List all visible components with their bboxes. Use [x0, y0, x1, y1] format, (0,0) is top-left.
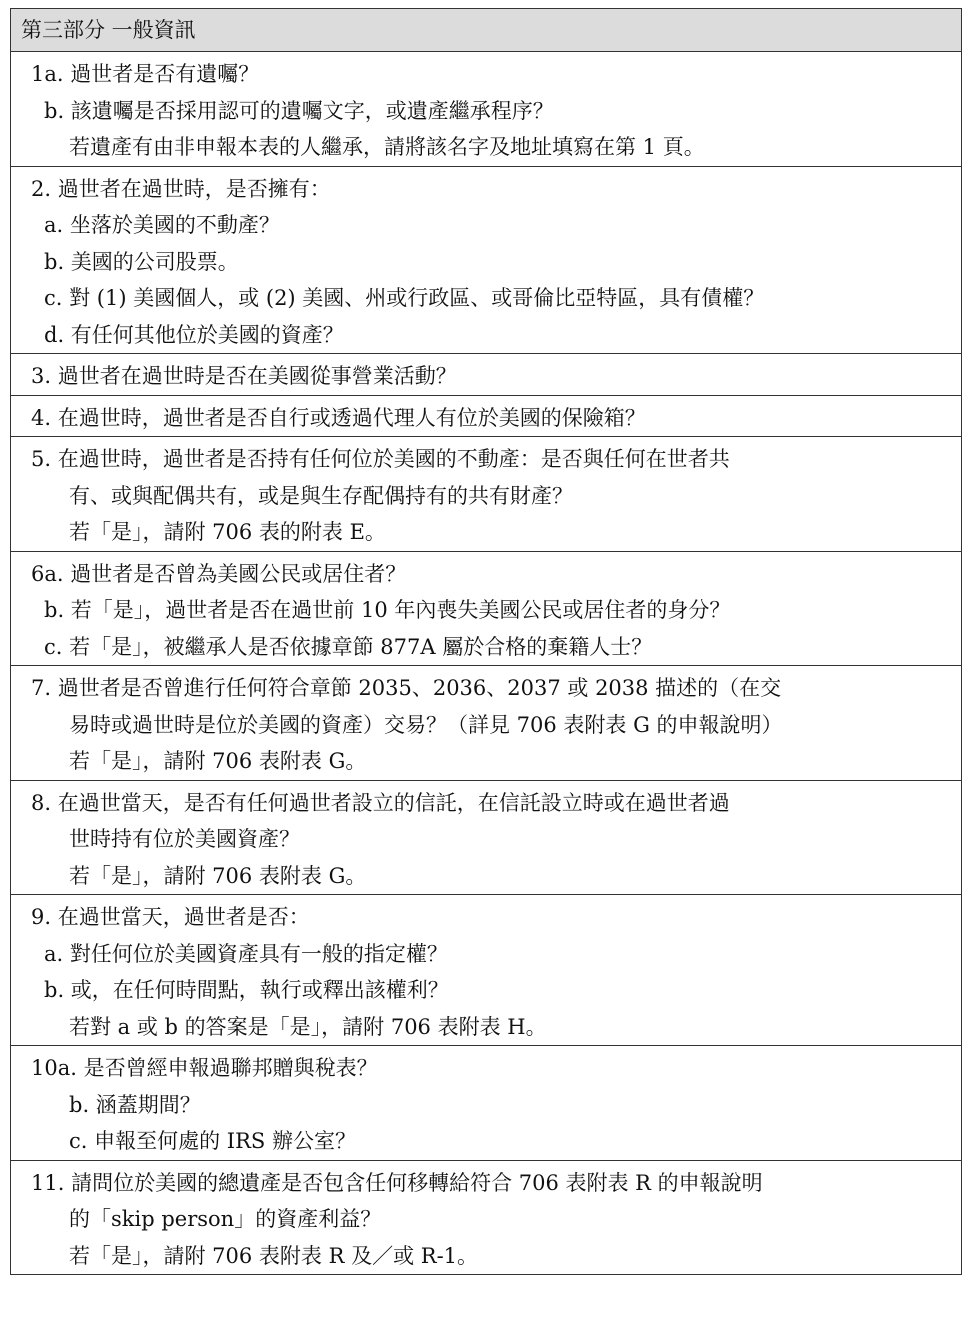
question-subline: 若「是」，請附 706 表附表 R 及／或 R-1。 [69, 1243, 479, 1268]
question-block [11, 781, 961, 896]
question-text: 2. 過世者在過世時，是否擁有： [31, 176, 331, 201]
question-block [11, 354, 961, 396]
question-block [11, 1161, 961, 1275]
question-subline: b. 或，在任何時間點，執行或釋出該權利？ [44, 978, 449, 1002]
question-subline: b. 該遺囑是否採用認可的遺囑文字，或遺產繼承程序？ [44, 98, 554, 123]
question-text: 6a. 過世者是否曾為美國公民或居住者？ [31, 561, 407, 586]
question-subline: 世時持有位於美國資產？ [69, 827, 300, 851]
question-text: 5. 在過世時，過世者是否持有任何位於美國的不動產：是否與任何在世者共 [31, 447, 730, 471]
question-subline: 易時或過世時是位於美國的資產）交易？（詳見 706 表附表 G 的申報說明） [69, 712, 783, 737]
question-text: 9. 在過世當天，過世者是否： [31, 905, 310, 929]
question-block [11, 666, 961, 781]
question-text: 4. 在過世時，過世者是否自行或透過代理人有位於美國的保險箱？ [31, 405, 646, 430]
question-text: 10a. 是否曾經申報過聯邦贈與稅表？ [31, 1056, 378, 1080]
question-subline: 若對 a 或 b 的答案是「是」，請附 706 表附表 H。 [69, 1014, 547, 1039]
question-subline: a. 坐落於美國的不動產？ [44, 213, 280, 237]
question-subline: 若遺產有由非申報本表的人繼承，請將該名字及地址填寫在第 1 頁。 [69, 135, 705, 159]
question-subline: b. 涵蓋期間？ [69, 1092, 201, 1117]
question-subline: 若「是」，請附 706 表的附表 E。 [69, 520, 386, 544]
question-block [11, 552, 961, 667]
section-header: 第三部分 一般資訊 [11, 9, 961, 52]
question-subline: a. 對任何位於美國資產具有一般的指定權？ [44, 941, 448, 966]
question-block [11, 396, 961, 438]
question-block [11, 52, 961, 167]
question-text: 3. 過世者在過世時是否在美國從事營業活動？ [31, 364, 457, 388]
question-subline: 若「是」，請附 706 表附表 G。 [69, 863, 367, 888]
question-subline: c. 對 (1) 美國個人，或 (2) 美國、州或行政區、或哥倫比亞特區，具有債權？ [44, 286, 765, 310]
question-list [11, 52, 961, 1274]
question-subline: d. 有任何其他位於美國的資產？ [44, 322, 344, 347]
question-text: 11. 請問位於美國的總遺產是否包含任何移轉給符合 706 表附表 R 的申報說明 [31, 1170, 763, 1195]
question-text: 7. 過世者是否曾進行任何符合章節 2035、2036、2037 或 2038 描述的（在交 [31, 676, 782, 700]
question-block [11, 895, 961, 1046]
general-info-form [10, 8, 962, 1275]
question-block [11, 167, 961, 355]
question-subline: 若「是」，請附 706 表附表 G。 [69, 749, 367, 773]
question-subline: c. 若「是」，被繼承人是否依據章節 877A 屬於合格的棄籍人士？ [44, 634, 653, 659]
question-text: 8. 在過世當天，是否有任何過世者設立的信託，在信託設立時或在過世者過 [31, 790, 730, 815]
question-block [11, 437, 961, 552]
question-subline: 的「skip person」的資產利益？ [69, 1207, 382, 1231]
question-subline: 有、或與配偶共有，或是與生存配偶持有的共有財產？ [69, 483, 573, 508]
question-text: 1a. 過世者是否有遺囑？ [31, 62, 260, 86]
question-subline: b. 若「是」，過世者是否在過世前 10 年內喪失美國公民或居住者的身分？ [44, 598, 731, 622]
question-subline: b. 美國的公司股票。 [44, 249, 239, 274]
question-block [11, 1046, 961, 1161]
question-subline: c. 申報至何處的 IRS 辦公室？ [69, 1129, 356, 1153]
